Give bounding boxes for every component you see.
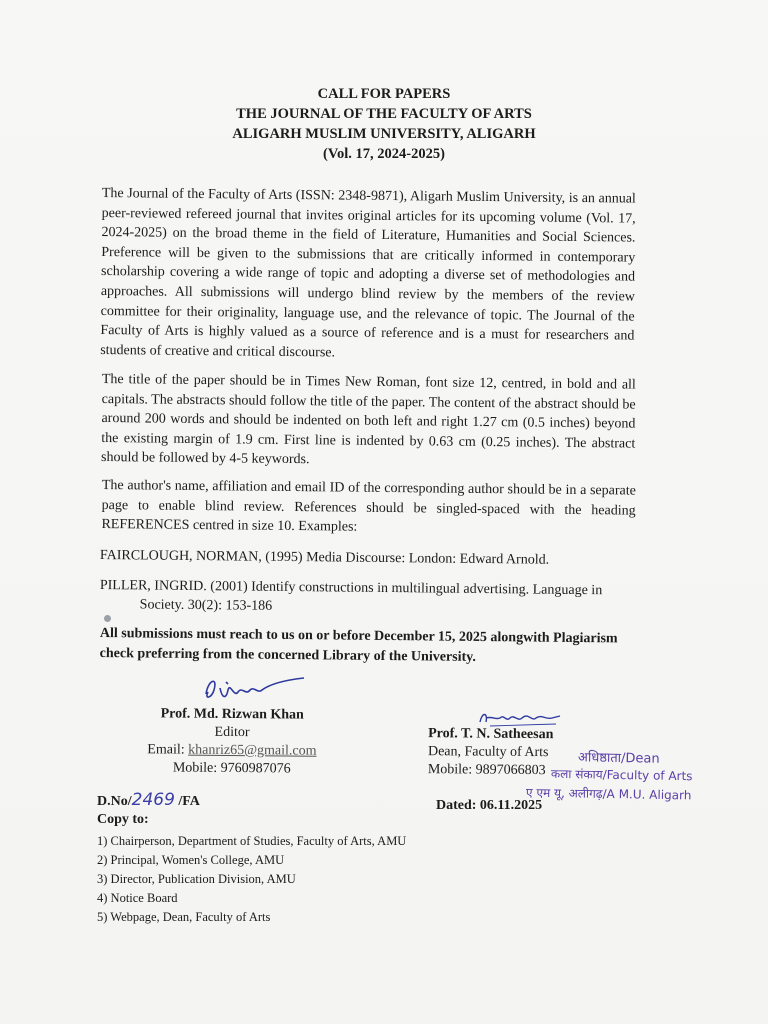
dean-stamp-line1: अधिष्ठाता/Dean xyxy=(577,750,660,767)
editor-block xyxy=(132,705,333,779)
title-university: ALIGARH MUSLIM UNIVERSITY, ALIGARH xyxy=(232,126,536,142)
dean-name: Prof. T. N. Satheesan xyxy=(428,726,554,743)
editor-email-label: Email: xyxy=(147,742,185,758)
editor-email-link[interactable]: khanriz65@gmail.com xyxy=(188,742,317,759)
intro-paragraph: The Journal of the Faculty of Arts (ISSN: 2348-9871), Aligarh Muslim University, is an annual peer-reviewed refereed journal that invites original articles for its upcoming volume (Vol. 17, 2024-2025) on the broad theme in the field of Literature, Humanities and Social Sciences. Preference will be given to the submissions that are critically informed in contemporary scholarship covering a wide range of topic and adopting a diverse set of methodologies and approaches. All submissions will undergo blind review by the members of the review committee for their originality, language use, and the relevance of topic. The Journal of the Faculty of Arts is highly valued as a source of reference and is a must for researchers and students of creative and critical discourse. xyxy=(100,185,636,361)
copy-to-item: 3) Director, Publication Division, AMU xyxy=(97,872,296,886)
dated-line: Dated: 06.11.2025 xyxy=(436,798,543,813)
dean-stamp-line2: कला संकाय/Faculty of Arts xyxy=(550,766,693,784)
copy-to-item: 2) Principal, Women's College, AMU xyxy=(97,853,285,867)
title-call-for-papers: CALL FOR PAPERS xyxy=(317,86,451,102)
reference-example-2 xyxy=(100,576,640,620)
editor-mobile: Mobile: 9760987076 xyxy=(172,760,291,777)
dean-role: Dean, Faculty of Arts xyxy=(427,744,549,761)
editor-role: Editor xyxy=(214,724,250,741)
copy-to-item: 5) Webpage, Dean, Faculty of Arts xyxy=(97,910,271,924)
submission-deadline: All submissions must reach to us on or before December 15, 2025 alongwith Plagiarism check preferring from the concerned Library of the University. xyxy=(99,625,618,665)
copy-to-item: 4) Notice Board xyxy=(97,891,178,905)
title-volume: (Vol. 17, 2024-2025) xyxy=(323,146,445,162)
dean-stamp-line3: ए एम यू, अलीगढ़/A M.U. Aligarh xyxy=(525,785,692,803)
dispatch-prefix: D.No/ xyxy=(97,794,132,809)
dean-mobile: Mobile: 9897066803 xyxy=(427,762,546,779)
dispatch-handwritten-number: 2469 xyxy=(131,790,175,810)
reference-example-2-line2: Society. 30(2): 153-186 xyxy=(139,597,273,614)
editor-email-line xyxy=(132,741,332,761)
dispatch-number xyxy=(97,790,200,810)
editor-signature xyxy=(200,672,310,706)
reference-example-2-line1: PILLER, INGRID. (2001) Identify constructions in multilingual advertising. Language in xyxy=(99,577,603,599)
reference-example-1: FAIRCLOUGH, NORMAN, (1995) Media Discourse: London: Edward Arnold. xyxy=(99,547,550,568)
title-journal-name: THE JOURNAL OF THE FACULTY OF ARTS xyxy=(236,106,532,122)
ink-dot xyxy=(104,615,111,622)
copy-to-list xyxy=(97,832,406,927)
author-details-paragraph: The author's name, affiliation and email ID of the corresponding author should be in a separate page to enable blind review. References should be singled-spaced with the heading REFERENCES centred in size 10. Examples: xyxy=(101,477,636,535)
dispatch-suffix: /FA xyxy=(178,794,200,809)
formatting-paragraph: The title of the paper should be in Times New Roman, font size 12, centred, in bold and all capitals. The abstracts should follow the title of the paper. The content of the abstract should be around 200 words and should be indented on both left and right 1.27 cm (0.5 inches) beyond the existing margin of 1.9 cm. First line is indented by 0.63 cm (0.25 inches). The abstract should be followed by 4-5 keywords. xyxy=(101,371,636,468)
copy-to-heading: Copy to: xyxy=(97,812,149,827)
copy-to-item: 1) Chairperson, Department of Studies, Faculty of Arts, AMU xyxy=(97,834,407,848)
title-block xyxy=(0,84,768,164)
editor-name: Prof. Md. Rizwan Khan xyxy=(160,706,304,723)
